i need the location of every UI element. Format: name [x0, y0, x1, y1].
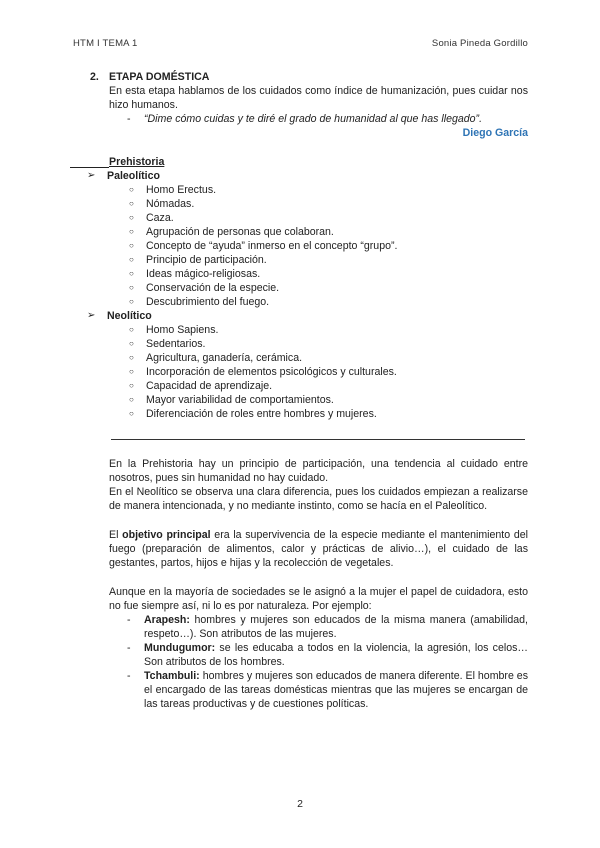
circle-bullet-icon: ○: [129, 283, 134, 292]
list-item: ○ Caza.: [129, 212, 174, 224]
neolitico-list: [70, 323, 528, 421]
list-item: - Arapesh: hombres y mujeres son educados de la misma manera (amabilidad, respeto…). Son atributos de las mujeres.: [127, 614, 528, 640]
list-item: ○ Homo Erectus.: [129, 184, 217, 196]
society-name: Arapesh:: [144, 614, 190, 626]
circle-bullet-icon: ○: [129, 199, 134, 208]
bold-term: objetivo principal: [122, 529, 211, 541]
list-item: ○ Agrupación de personas que colaboran.: [129, 226, 334, 238]
paragraph: Aunque en la mayoría de sociedades se le asignó a la mujer el papel de cuidadora, esto no fue siempre así, ni lo es por naturaleza. Por ejemplo:: [109, 586, 528, 612]
list-item: ○ Mayor variabilidad de comportamientos.: [129, 394, 334, 406]
header-left: HTM I TEMA 1: [73, 38, 138, 49]
circle-bullet-icon: ○: [129, 297, 134, 306]
list-item: ○ Agricultura, ganadería, cerámica.: [129, 352, 303, 364]
list-item: ○ Descubrimiento del fuego.: [129, 296, 270, 308]
list-item: ○ Nómadas.: [129, 198, 195, 210]
list-item: ○ Sedentarios.: [129, 338, 206, 350]
dash-bullet: -: [127, 614, 131, 626]
paragraph: El objetivo principal era la supervivencia de la especie mediante el mantenimiento del fuego (preparación de alimentos, calor y prácticas de alivio…), el cuidado de las gestantes, partos, hijos e hijas y la recolección de vegetales.: [109, 529, 528, 569]
section-intro: En esta etapa hablamos de los cuidados como índice de humanización, pues cuidar nos hizo humanos.: [109, 85, 528, 111]
list-item: ○ Concepto de “ayuda” inmerso en el concepto “grupo”.: [129, 240, 398, 252]
list-item: ○ Diferenciación de roles entre hombres y mujeres.: [129, 408, 377, 420]
circle-bullet-icon: ○: [129, 339, 134, 348]
list-item: - Mundugumor: se les educaba a todos en la violencia, la agresión, los celos… Son atributos de los hombres.: [127, 642, 528, 668]
quote-author: Diego García: [462, 127, 528, 139]
circle-bullet-icon: ○: [129, 325, 134, 334]
quote: [70, 112, 528, 126]
circle-bullet-icon: ○: [129, 227, 134, 236]
circle-bullet-icon: ○: [129, 241, 134, 250]
circle-bullet-icon: ○: [129, 255, 134, 264]
circle-bullet-icon: ○: [129, 381, 134, 390]
period-neolitico: [70, 309, 528, 323]
page-content: [70, 70, 528, 711]
prehistoria-title: Prehistoria: [109, 156, 165, 168]
period-name: Neolítico: [107, 310, 152, 322]
list-item: ○ Homo Sapiens.: [129, 324, 219, 336]
list-item: ○ Capacidad de aprendizaje.: [129, 380, 273, 392]
page-number: 2: [297, 798, 303, 810]
section-title: ETAPA DOMÉSTICA: [109, 71, 210, 83]
examples-list: [70, 613, 528, 711]
arrow-bullet-icon: ➢: [87, 170, 96, 181]
circle-bullet-icon: ○: [129, 353, 134, 362]
divider: [111, 439, 525, 440]
circle-bullet-icon: ○: [129, 367, 134, 376]
prehistoria-heading: [109, 155, 528, 169]
list-item: ○ Incorporación de elementos psicológicos y culturales.: [129, 366, 397, 378]
period-paleolitico: [70, 169, 528, 183]
list-item: ○ Principio de participación.: [129, 254, 267, 266]
section-number: 2.: [90, 71, 99, 83]
section-heading: [70, 70, 528, 84]
list-item: ○ Conservación de la especie.: [129, 282, 280, 294]
quote-text: “Dime cómo cuidas y te diré el grado de humanidad al que has llegado”.: [144, 113, 483, 125]
society-name: Mundugumor:: [144, 642, 216, 654]
circle-bullet-icon: ○: [129, 409, 134, 418]
dash-bullet: -: [127, 670, 131, 682]
paleolitico-list: [70, 183, 528, 309]
paragraph: En el Neolítico se observa una clara diferencia, pues los cuidados empiezan a realizarse de manera intencionada, y no mediante instinto, como se hacía en el Paleolítico.: [109, 486, 528, 512]
list-item: - Tchambuli: hombres y mujeres son educados de manera diferente. El hombre es el encargado de las tareas domésticas mientras que las mujeres se encargan de las tareas productivas y de cuestiones políticas.: [127, 670, 528, 710]
period-name: Paleolítico: [107, 170, 160, 182]
circle-bullet-icon: ○: [129, 395, 134, 404]
circle-bullet-icon: ○: [129, 269, 134, 278]
arrow-bullet-icon: ➢: [87, 310, 96, 321]
dash-bullet: -: [127, 642, 131, 654]
quote-dash: -: [127, 113, 131, 125]
paragraph: En la Prehistoria hay un principio de participación, una tendencia al cuidado entre nosotros, pues sin humanidad no hay cuidado.: [109, 458, 528, 484]
society-name: Tchambuli:: [144, 670, 200, 682]
circle-bullet-icon: ○: [129, 185, 134, 194]
list-item: ○ Ideas mágico-religiosas.: [129, 268, 261, 280]
circle-bullet-icon: ○: [129, 213, 134, 222]
header-right: Sonia Pineda Gordillo: [431, 38, 528, 49]
